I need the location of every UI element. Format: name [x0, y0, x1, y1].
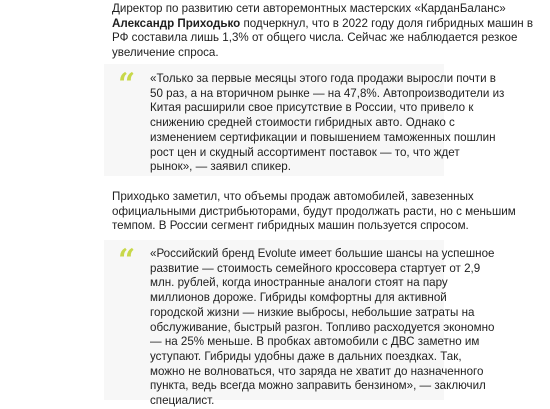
quote-line: обслуживание, быстрый разгон. Топливо расходуется экономно	[150, 320, 495, 334]
intro-line: Директор по развитию сети авторемонтных мастерских «КарданБаланс»	[112, 2, 506, 15]
quote-line: «Российский бренд Evolute имеет большие шансы на успешное	[150, 247, 495, 260]
quote-line: специалист.	[150, 394, 215, 408]
quote-line: пункта, ведь всегда можно заправить бензином», — заключил	[150, 379, 486, 393]
quote-line: городской жизни — низкие выбросы, небольшие затраты на	[150, 305, 475, 319]
quote-line: млн. рублей, когда иностранные аналоги стоят на пару	[150, 276, 448, 290]
quote-text	[150, 72, 505, 175]
quote-line: рост цен и скудный ассортимент поставок — то, что ждет	[150, 145, 460, 159]
quote-line: изменением сертификации и повышением таможенных пошлин	[150, 130, 496, 144]
intro-paragraph	[112, 2, 534, 61]
body-paragraph	[112, 190, 516, 234]
quote-line: Китая расширили свое присутствие в России, что привело к	[150, 101, 474, 115]
quote-mark-icon: “	[118, 243, 136, 278]
quote-line: «Только за первые месяцы этого года продажи выросли почти в	[150, 72, 496, 85]
body-line: Приходько заметил, что объемы продаж автомобилей, завезенных	[112, 190, 474, 203]
intro-line: РФ составила лишь 1,3% от общего числа. Сейчас же наблюдается резкое	[112, 31, 518, 45]
quote-mark-icon: “	[118, 67, 136, 102]
quote-line: 50 раз, а на вторичном рынке — на 47,8%. Автопроизводители из	[150, 86, 505, 100]
quote-block	[104, 240, 495, 408]
quote-line: рынок», — заявил спикер.	[150, 160, 291, 174]
speaker-name: Александр Приходько	[112, 16, 241, 30]
body-line: официальными дистрибьюторами, будут продолжать расти, но с меньшим	[112, 204, 516, 218]
intro-line-rest: подчеркнул, что в 2022 году доля гибридных машин в	[240, 16, 534, 30]
intro-line	[112, 16, 534, 32]
body-line: темпом. В России сегмент гибридных машин пользуется спросом.	[112, 219, 469, 233]
quote-line: — на 25% меньше. В пробках автомобили с ДВС заметно им	[150, 335, 480, 349]
intro-line: увеличение спроса.	[112, 46, 219, 60]
quote-text	[150, 247, 495, 409]
quote-line: миллионов дороже. Гибриды комфортны для активной	[150, 291, 447, 305]
quote-line: снижению средней стоимости гибридных авто. Однако с	[150, 116, 455, 130]
quote-line: можно не волноваться, что заряда не хватит до назначенного	[150, 364, 484, 378]
quote-line: уступают. Гибриды удобны даже в дальних поездках. Так,	[150, 349, 462, 363]
quote-block	[104, 64, 505, 176]
quote-line: развитие — стоимость семейного кроссовера стартует от 2,9	[150, 261, 481, 275]
